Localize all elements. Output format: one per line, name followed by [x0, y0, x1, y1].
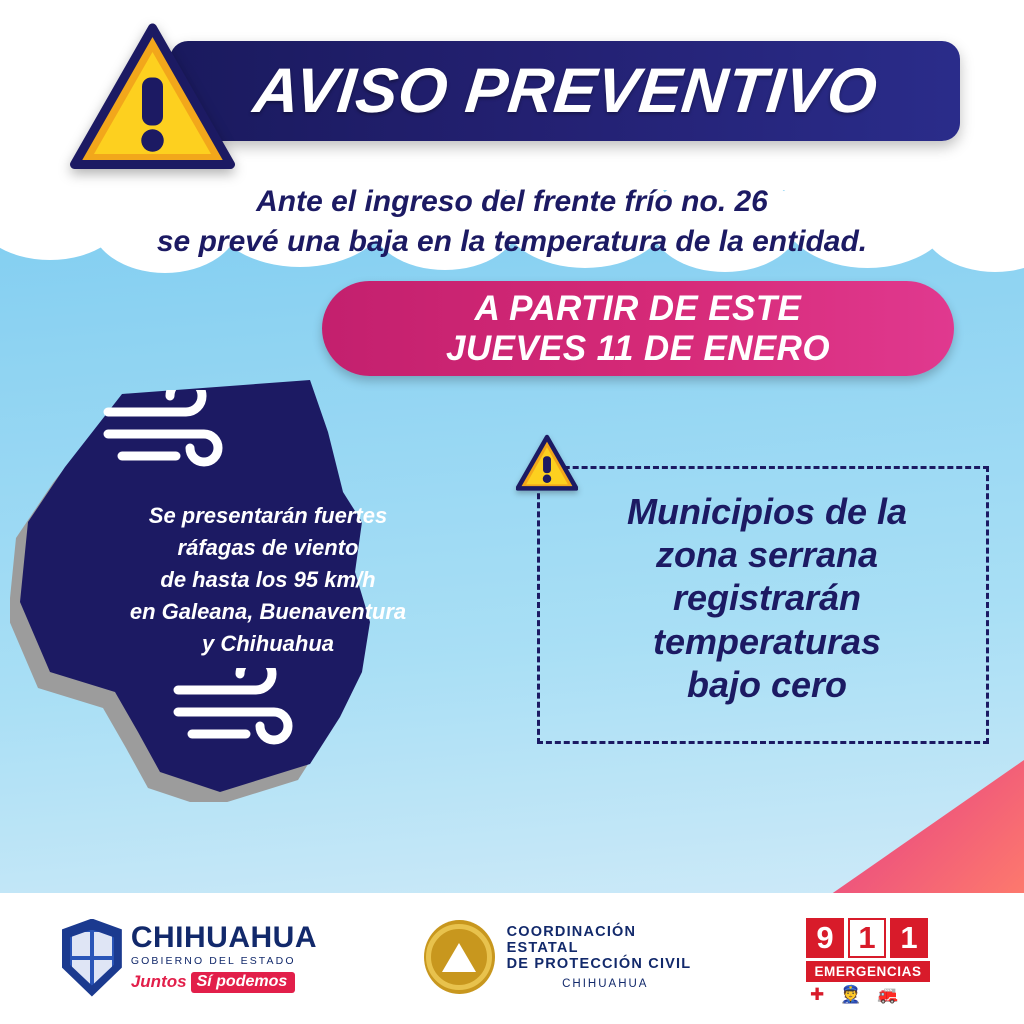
tagline-juntos: Juntos	[130, 972, 187, 991]
map-message	[68, 500, 468, 659]
pc-line-2: DE PROTECCIÓN CIVIL	[506, 956, 692, 972]
civil-protection-triangle-icon	[424, 920, 495, 994]
warning-triangle-icon	[70, 22, 235, 172]
wind-icon	[100, 390, 240, 470]
pc-line-1: COORDINACIÓN ESTATAL	[506, 924, 637, 956]
digit-9: 9	[806, 918, 844, 958]
medical-cross-icon: ✚	[810, 985, 825, 1004]
police-icon: 👮	[840, 985, 862, 1004]
dashed-line-5: bajo cero	[686, 663, 848, 705]
wind-icon	[170, 668, 310, 748]
firefighter-icon: 🚒	[877, 985, 899, 1004]
subtitle-line-1: Ante el ingreso del frente frío no. 26	[256, 185, 768, 218]
emergency-digits	[806, 918, 966, 958]
pc-line-3: CHIHUAHUA	[562, 978, 649, 990]
header-banner	[170, 41, 960, 141]
page-title: AVISO PREVENTIVO	[249, 56, 881, 126]
dashed-line-1: Municipios de la	[626, 491, 908, 532]
date-pill-line-1: A PARTIR DE ESTE	[474, 289, 802, 329]
warning-triangle-icon	[516, 434, 578, 492]
map-message-line-1: Se presentarán fuertes	[148, 503, 388, 528]
civil-protection-logo	[424, 916, 704, 998]
tagline-si-podemos: Sí podemos	[191, 972, 296, 993]
chihuahua-logo-text	[130, 920, 317, 993]
emergency-label: EMERGENCIAS	[806, 961, 930, 982]
chihuahua-government-logo	[62, 915, 317, 1000]
digit-1-a: 1	[848, 918, 886, 958]
dashed-line-4: temperaturas	[652, 620, 882, 662]
subtitle-line-2: se prevé una baja en la temperatura de la entidad.	[156, 224, 868, 258]
chihuahua-map	[10, 372, 550, 802]
civil-protection-text	[507, 924, 704, 990]
dashed-line-3: registrarán	[672, 577, 862, 619]
dashed-line-2: zona serrana	[655, 534, 879, 576]
chihuahua-logo-name: CHIHUAHUA	[130, 920, 317, 954]
emergency-service-icons	[806, 986, 966, 1003]
subtitle-block	[0, 182, 1024, 262]
map-message-line-5: y Chihuahua	[201, 630, 334, 656]
chihuahua-logo-tagline	[131, 972, 317, 993]
state-shield-icon	[62, 919, 122, 997]
emergency-911-logo	[806, 918, 966, 1006]
digit-1-b: 1	[890, 918, 928, 958]
date-pill	[322, 281, 954, 376]
map-message-line-2: ráfagas de viento	[177, 534, 359, 560]
dashed-callout-message	[552, 490, 982, 706]
map-message-line-4: en Galeana, Buenaventura	[129, 598, 407, 624]
map-message-line-3: de hasta los 95 km/h	[160, 566, 376, 592]
chihuahua-logo-sub: GOBIERNO DEL ESTADO	[130, 954, 296, 967]
date-pill-line-2: JUEVES 11 DE ENERO	[446, 328, 830, 368]
